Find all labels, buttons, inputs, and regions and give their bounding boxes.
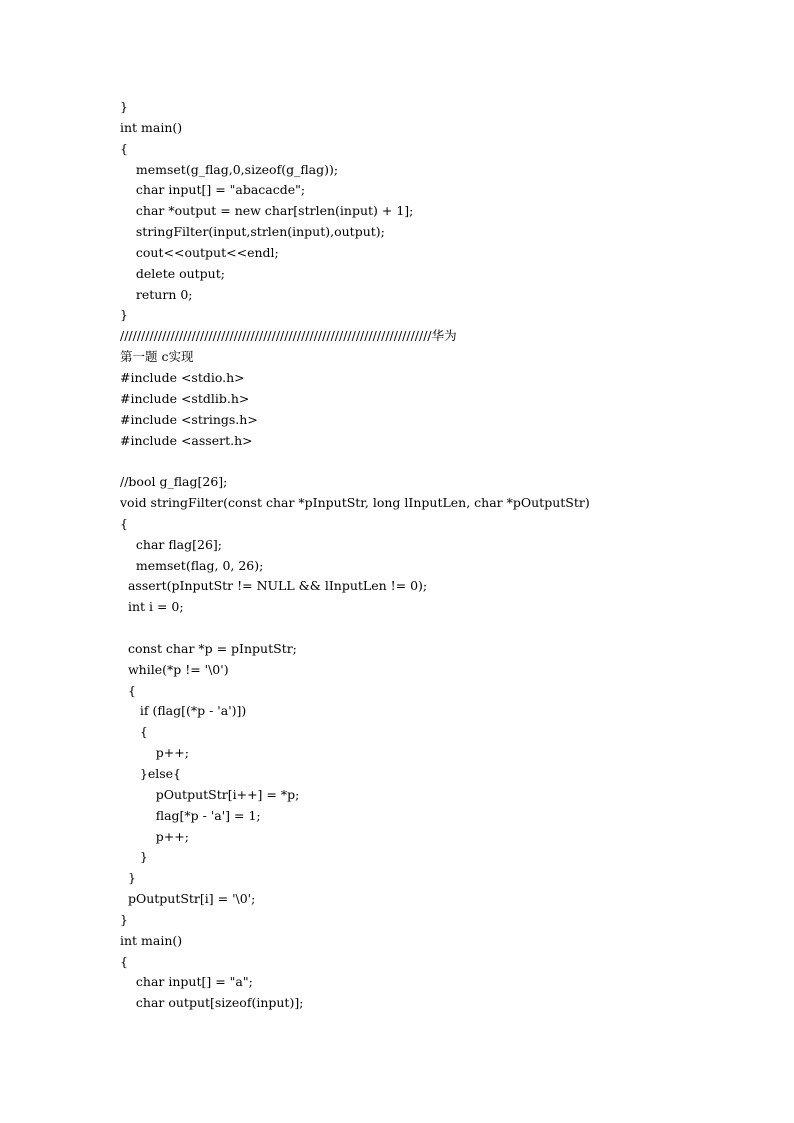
code-line: }else{	[120, 766, 181, 781]
code-line: {	[120, 515, 128, 531]
code-line: stringFilter(input,strlen(input),output);	[120, 224, 385, 240]
code-line: cout<<output<<endl;	[120, 244, 279, 260]
code-line: //bool g_flag[26];	[120, 474, 228, 490]
code-line: }	[120, 307, 128, 323]
code-line: int main()	[120, 119, 183, 135]
separator-line: //////////////////////////////////////////////////////////////////////////华为	[120, 328, 457, 344]
code-line: char *output = new char[strlen(input) + 1];	[120, 203, 414, 219]
code-line: #include <strings.h>	[120, 411, 258, 427]
code-listing	[120, 97, 680, 1014]
code-line: return 0;	[120, 286, 193, 302]
code-line: char input[] = "a";	[120, 974, 253, 990]
code-line: int i = 0;	[120, 599, 184, 615]
blank-line	[120, 618, 680, 639]
code-line: memset(g_flag,0,sizeof(g_flag));	[120, 161, 339, 177]
blank-line	[120, 451, 680, 472]
code-line: assert(pInputStr != NULL && lInputLen != 0);	[120, 578, 428, 594]
code-line: p++;	[120, 745, 189, 761]
code-line: }	[120, 911, 128, 927]
code-line: #include <stdio.h>	[120, 369, 245, 385]
code-line: #include <stdlib.h>	[120, 390, 250, 406]
code-line: const char *p = pInputStr;	[120, 640, 297, 656]
code-line: char flag[26];	[120, 536, 223, 552]
code-line: }	[120, 99, 128, 114]
code-line: {	[120, 953, 128, 969]
code-line: }	[120, 870, 136, 886]
code-line: }	[120, 849, 148, 865]
code-line: void stringFilter(const char *pInputStr, long lInputLen, char *pOutputStr)	[120, 495, 590, 511]
code-line: while(*p != '\0')	[120, 661, 229, 677]
code-line: flag[*p - 'a'] = 1;	[120, 807, 261, 823]
code-line: memset(flag, 0, 26);	[120, 557, 264, 573]
code-line: {	[120, 724, 148, 740]
code-line: int main()	[120, 932, 183, 948]
code-line: char input[] = "abacacde";	[120, 182, 306, 198]
section-heading: 第一题 c实现	[120, 349, 194, 365]
code-line: #include <assert.h>	[120, 432, 253, 448]
code-line: {	[120, 140, 128, 156]
code-line: pOutputStr[i++] = *p;	[120, 786, 300, 802]
code-line: if (flag[(*p - 'a')])	[120, 703, 247, 719]
code-line: pOutputStr[i] = '\0';	[120, 891, 256, 907]
code-line: {	[120, 682, 136, 698]
code-line: char output[sizeof(input)];	[120, 995, 304, 1011]
code-line: delete output;	[120, 265, 225, 281]
code-line: p++;	[120, 828, 189, 844]
